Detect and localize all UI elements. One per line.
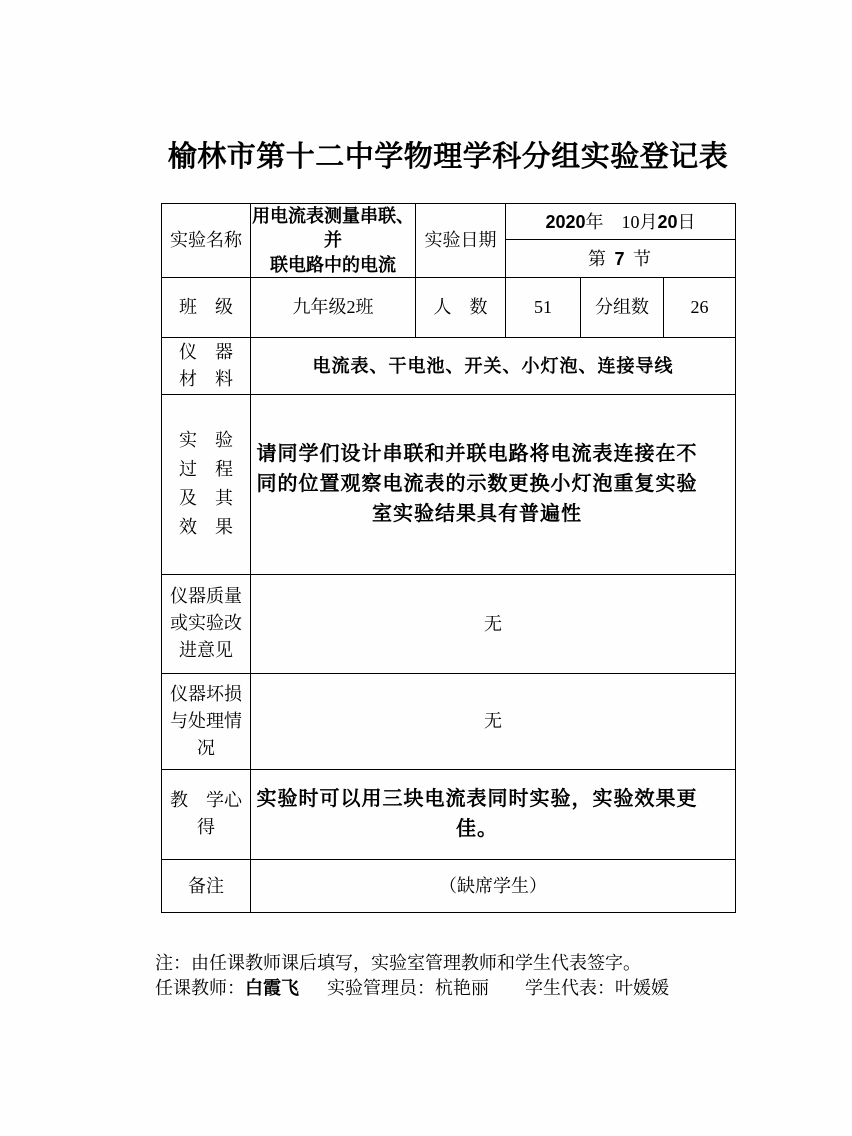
class-label: 班 级 (162, 277, 251, 337)
session-number: 7 (614, 248, 627, 269)
teacher-name: 白霞飞 (245, 978, 299, 998)
date-year-suffix: 年 (585, 211, 622, 232)
date-month: 10月 (621, 211, 658, 232)
row-remarks (162, 859, 736, 912)
teaching-label-line-1: 教 学心 (170, 790, 242, 811)
process-value-cell (251, 394, 736, 574)
equipment-label (162, 337, 251, 394)
damage-label-line-1: 仪器坏损 (170, 683, 242, 704)
teaching-value: 实验时可以用三块电流表同时实验，实验效果更佳。 (256, 788, 698, 841)
damage-label-line-3: 况 (197, 737, 215, 758)
footer-signatures (155, 976, 669, 1001)
teaching-label-line-2: 得 (197, 817, 215, 838)
quality-label-line-2: 或实验改 (170, 613, 242, 634)
damage-value: 无 (251, 673, 736, 769)
session-suffix: 节 (626, 248, 653, 269)
equipment-label-line-2: 材 料 (179, 368, 233, 389)
process-label-line-3: 及 其 (179, 488, 233, 509)
experiment-date-value (506, 204, 736, 240)
damage-label-line-2: 与处理情 (170, 710, 242, 731)
manager-label: 实验管理员： (327, 978, 435, 998)
teaching-value-cell (251, 769, 736, 859)
process-label-line-1: 实 验 (179, 430, 233, 451)
footer-note: 注：由任课教师课后填写，实验室管理教师和学生代表签字。 (155, 953, 641, 973)
row-damage (162, 673, 736, 769)
session-prefix: 第 (587, 248, 615, 269)
student-name: 叶媛媛 (615, 978, 669, 998)
teacher-label: 任课教师： (155, 978, 245, 998)
process-value: 请同学们设计串联和并联电路将电流表连接在不同的位置观察电流表的示数更换小灯泡重复实验室实验结果具有普遍性 (256, 443, 698, 526)
page-title: 榆林市第十二中学物理学科分组实验登记表 (167, 141, 729, 173)
quality-label (162, 574, 251, 673)
experiment-name-line-1: 用电流表测量串联、并 (252, 206, 414, 251)
date-year: 2020 (545, 211, 586, 232)
experiment-registration-table (161, 203, 736, 913)
quality-value: 无 (251, 574, 736, 673)
equipment-label-line-1: 仪 器 (179, 341, 233, 362)
date-day-suffix: 日 (677, 211, 696, 232)
process-label (162, 394, 251, 574)
manager-name: 杭艳丽 (435, 978, 489, 998)
equipment-value: 电流表、干电池、开关、小灯泡、连接导线 (251, 337, 736, 394)
process-label-line-4: 效 果 (179, 517, 233, 538)
process-label-line-2: 过 程 (179, 459, 233, 480)
class-value: 九年级2班 (251, 277, 416, 337)
damage-label (162, 673, 251, 769)
row-experiment-name-date (162, 204, 736, 240)
people-value: 51 (506, 277, 581, 337)
row-teaching (162, 769, 736, 859)
remarks-label: 备注 (162, 859, 251, 912)
footer (155, 951, 669, 1001)
people-label: 人 数 (416, 277, 506, 337)
row-equipment (162, 337, 736, 394)
experiment-date-label: 实验日期 (416, 204, 506, 278)
experiment-name-value (251, 204, 416, 278)
student-label: 学生代表： (525, 978, 615, 998)
groups-label: 分组数 (581, 277, 664, 337)
experiment-name-label: 实验名称 (162, 204, 251, 278)
row-quality (162, 574, 736, 673)
experiment-name-line-2: 联电路中的电流 (270, 254, 396, 275)
quality-label-line-1: 仪器质量 (170, 586, 242, 607)
session-value (506, 240, 736, 277)
groups-value: 26 (664, 277, 736, 337)
row-class-counts (162, 277, 736, 337)
row-process (162, 394, 736, 574)
quality-label-line-3: 进意见 (179, 640, 233, 661)
teaching-label (162, 769, 251, 859)
date-day: 20 (657, 211, 678, 232)
remarks-value: （缺席学生） (251, 859, 736, 912)
